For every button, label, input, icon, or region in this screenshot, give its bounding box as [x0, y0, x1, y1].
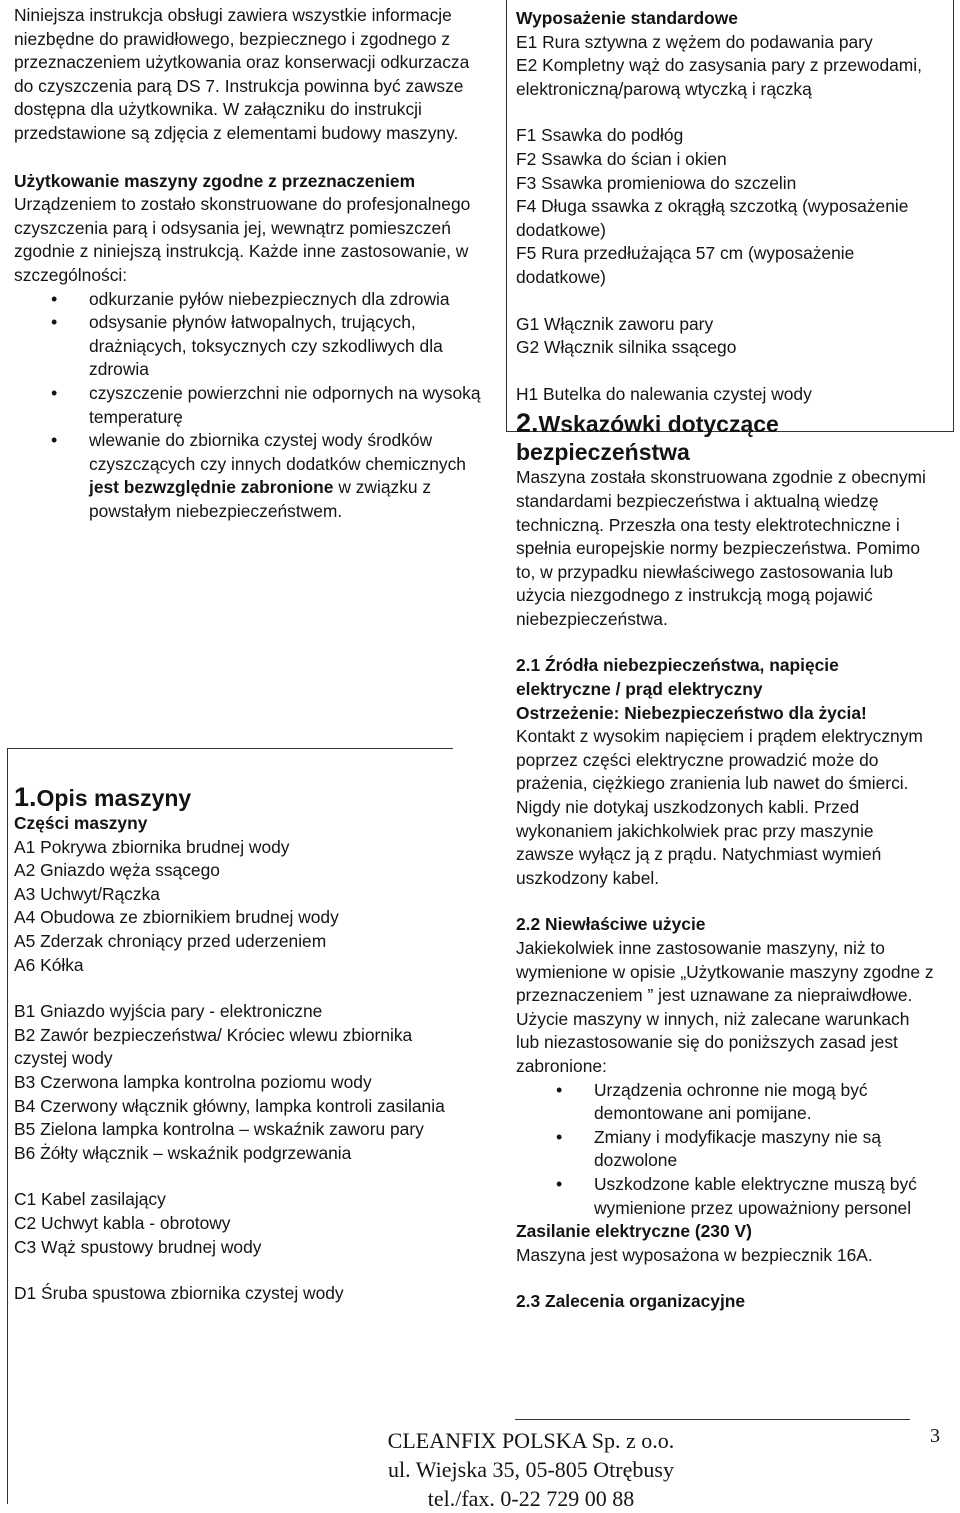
footer-company: CLEANFIX POLSKA Sp. z o.o. [387, 1428, 675, 1453]
list-item: A5 Zderzak chroniący przed uderzeniem [14, 930, 327, 951]
section-1-heading [14, 783, 454, 812]
list-item: • Uszkodzone kable elektryczne muszą być wymienione przez upoważniony personel [516, 1173, 936, 1220]
list-item: G1 Włącznik zaworu pary [516, 313, 714, 334]
power-text: Maszyna jest wyposażona w bezpiecznik 16A. [516, 1244, 873, 1265]
section-number: 1. [14, 782, 37, 812]
list-item: C3 Wąż spustowy brudnej wody [14, 1236, 262, 1257]
list-item: • Urządzenia ochronne nie mogą być demontowane ani pomijane. [516, 1079, 936, 1126]
section-number: 2. [516, 408, 539, 439]
footer-rule [515, 1419, 910, 1420]
equipment-group-f [516, 124, 936, 289]
equipment-group-e [516, 31, 936, 102]
list-item: A4 Obudowa ze zbiornikiem brudnej wody [14, 907, 339, 928]
list-item: B3 Czerwona lampka kontrolna poziomu wody [14, 1071, 372, 1092]
usage-heading: Użytkowanie maszyny zgodne z przeznaczeniem [14, 170, 416, 191]
list-item: F1 Ssawka do podłóg [516, 125, 684, 146]
danger-warning: Ostrzeżenie: Niebezpieczeństwo dla życia! [516, 702, 867, 723]
parts-heading: Części maszyny [14, 813, 148, 833]
list-item: E2 Kompletny wąż do zasysania pary z przewodami, elektroniczną/parową wtyczką i rączką [516, 55, 922, 99]
list-item: A1 Pokrywa zbiornika brudnej wody [14, 836, 290, 857]
page-number: 3 [930, 1425, 940, 1447]
section-2-3-heading: 2.3 Zalecenia organizacyjne [516, 1291, 746, 1312]
list-item: F4 Długa ssawka z okrągłą szczotką (wyposażenie dodatkowe) [516, 196, 909, 240]
list-item: B1 Gniazdo wyjścia pary - elektroniczne [14, 1001, 323, 1022]
list-item: H1 Butelka do nalewania czystej wody [516, 383, 812, 404]
list-item: C2 Uchwyt kabla - obrotowy [14, 1212, 231, 1233]
list-item: E1 Rura sztywna z wężem do podawania pary [516, 31, 873, 52]
section-2-2-heading: 2.2 Niewłaściwe użycie [516, 914, 706, 935]
list-item-text-end: w związku z powstałym niebezpieczeństwem. [89, 477, 432, 521]
footer-phone: tel./fax. 0-22 729 00 88 [427, 1486, 635, 1511]
section-2-heading [516, 409, 936, 466]
list-item: C1 Kabel zasilający [14, 1189, 166, 1210]
list-item: • odkurzanie pyłów niebezpiecznych dla zdrowia [14, 288, 484, 312]
left-column [14, 4, 484, 523]
list-item: G2 Włącznik silnika ssącego [516, 337, 737, 358]
footer-address: ul. Wiejska 35, 05-805 Otrębusy [388, 1457, 674, 1482]
list-item: A3 Uchwyt/Rączka [14, 883, 160, 904]
section-2-2-text: Jakiekolwiek inne zastosowanie maszyny, niż to wymienione w opisie „Użytkowanie maszyny zgodne z przeznaczeniem ” jest uznawane za niepraiwdłowe. Użycie maszyny w innych, niż zalecane warunkach lub niezastosowanie się do poniższych zasad jest zabronione: [516, 938, 934, 1076]
prohibited-uses-list [14, 288, 484, 524]
parts-group-b [14, 1000, 454, 1165]
list-item: B6 Żółty włącznik – wskaźnik podgrzewania [14, 1142, 352, 1163]
section-2-text: Maszyna została skonstruowana zgodnie z obecnymi standardami bezpieczeństwa i aktualną wiedzę techniczną. Przeszła ona testy elektrotechniczne i spełnia europejskie normy bezpieczeństwa. Pomimo to, w przypadku niewłaściwego zastosowania lub użycia niezgodnego z instrukcją mogą pojawić niebezpieczeństwa. [516, 467, 926, 629]
list-item: B5 Zielona lampka kontrolna – wskaźnik zaworu pary [14, 1119, 424, 1140]
section-1 [14, 783, 454, 1306]
parts-group-c [14, 1188, 454, 1259]
section-title: Wskazówki dotyczące bezpieczeństwa [516, 411, 779, 466]
usage-text: Urządzeniem to zostało skonstruowane do profesjonalnego czyszczenia parą i odsysania jej, wewnątrz pomieszczeń zgodnie z niniejszą instrukcją. Każde inne zastosowanie, w szczególności: [14, 194, 471, 285]
list-item: F2 Ssawka do ścian i okien [516, 148, 727, 169]
right-column [516, 7, 936, 1314]
section-title: Opis maszyny [36, 785, 192, 811]
power-heading: Zasilanie elektryczne (230 V) [516, 1221, 752, 1242]
section-2-1-text: Kontakt z wysokim napięciem i prądem elektrycznym poprzez części elektryczne prowadzić może do prażenia, ciężkiego zranienia lub nawet do śmierci. Nigdy nie dotykaj uszkodzonych kabli. Przed wykonaniem jakichkolwiek prac przy maszynie zawsze wyłącz ją z prądu. Natychmiast wymień uszkodzony kabel. [516, 726, 923, 888]
equipment-group-h [516, 383, 936, 407]
list-item: • czyszczenie powierzchni nie odpornych na wysoką temperaturę [14, 382, 484, 429]
list-item: D1 Śruba spustowa zbiornika czystej wody [14, 1283, 344, 1304]
list-item: • Zmiany i modyfikacje maszyny nie są dozwolone [516, 1126, 936, 1173]
equipment-heading: Wyposażenie standardowe [516, 8, 738, 28]
list-item [14, 429, 484, 523]
parts-group-d [14, 1282, 454, 1306]
equipment-group-g [516, 313, 936, 360]
list-item: A2 Gniazdo węża ssącego [14, 860, 220, 881]
intro-paragraph: Niniejsza instrukcja obsługi zawiera wszystkie informacje niezbędne do prawidłowego, bezpiecznego i zgodnego z przeznaczeniem użytkowania oraz konserwacji odkurzacza do czyszczenia parą DS 7. Instrukcja powinna być zawsze dostępna dla użytkownika. W załączniku do instrukcji przedstawione są zdjęcia z elementami budowy maszyny. [14, 5, 470, 143]
list-item: F5 Rura przedłużająca 57 cm (wyposażenie dodatkowe) [516, 243, 855, 287]
list-item: • odsysanie płynów łatwopalnych, trujących, drażniących, toksycznych czy szkodliwych dla zdrowia [14, 311, 484, 382]
prohibition-emphasis: jest bezwzględnie zabronione [89, 477, 334, 498]
list-item: F3 Ssawka promieniowa do szczelin [516, 172, 797, 193]
list-item: A6 Kółka [14, 954, 84, 975]
list-item-text: wlewanie do zbiornika czystej wody środków czyszczących czy innych dodatków chemicznych [89, 430, 466, 474]
misuse-rules-list [516, 1079, 936, 1221]
footer [296, 1426, 766, 1513]
section-2-1-heading: 2.1 Źródła niebezpieczeństwa, napięcie elektryczne / prąd elektryczny [516, 655, 839, 700]
list-item: B4 Czerwony włącznik główny, lampka kontroli zasilania [14, 1095, 445, 1116]
parts-group-a [14, 836, 454, 978]
list-item: B2 Zawór bezpieczeństwa/ Króciec wlewu zbiornika czystej wody [14, 1024, 413, 1069]
